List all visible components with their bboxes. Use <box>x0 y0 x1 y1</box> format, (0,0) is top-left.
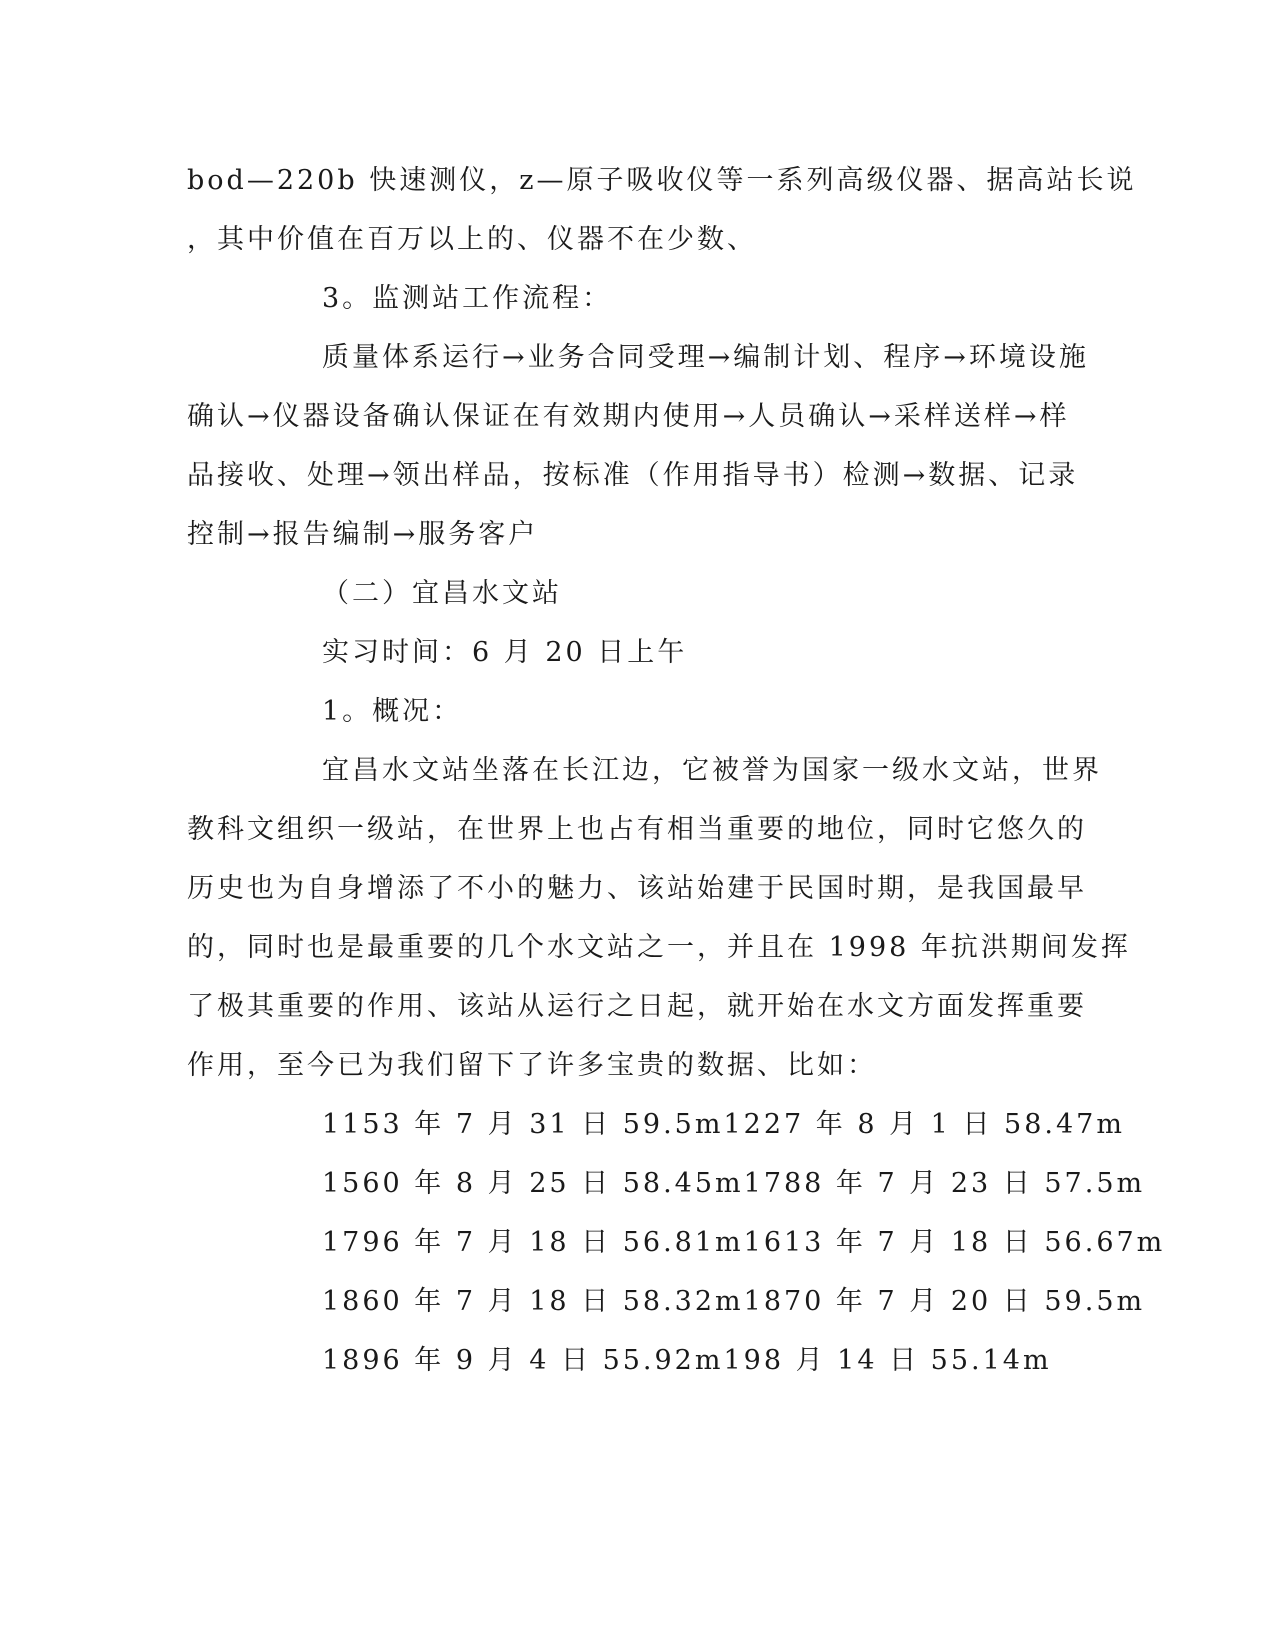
text-line: 了极其重要的作用、该站从运行之日起，就开始在水文方面发挥重要 <box>187 991 1087 1022</box>
text-line: bod—220b 快速测仪，z—原子吸收仪等一系列高级仪器、据高站长说 <box>187 165 1137 196</box>
text-line: 教科文组织一级站，在世界上也占有相当重要的地位，同时它悠久的 <box>187 814 1087 845</box>
text-line: 作用，至今已为我们留下了许多宝贵的数据、比如： <box>187 1050 877 1081</box>
data-record-line: 1860 年 7 月 18 日 58.32m1870 年 7 月 20 日 59.5m <box>322 1286 1146 1317</box>
text-line: 品接收、处理→领出样品，按标准（作用指导书）检测→数据、记录 <box>187 460 1079 491</box>
text-line: 实习时间：6 月 20 日上午 <box>322 637 688 668</box>
section-heading: 3。监测站工作流程： <box>322 283 613 314</box>
text-line: 控制→报告编制→服务客户 <box>187 519 539 550</box>
text-line: 宜昌水文站坐落在长江边，它被誉为国家一级水文站，世界 <box>322 755 1102 786</box>
text-line: 质量体系运行→业务合同受理→编制计划、程序→环境设施 <box>322 342 1089 373</box>
data-record-line: 1796 年 7 月 18 日 56.81m1613 年 7 月 18 日 56.67m <box>322 1227 1166 1258</box>
data-record-line: 1153 年 7 月 31 日 59.5m1227 年 8 月 1 日 58.47m <box>322 1109 1125 1140</box>
section-heading: （二）宜昌水文站 <box>322 578 562 609</box>
text-line: 的，同时也是最重要的几个水文站之一，并且在 1998 年抗洪期间发挥 <box>187 932 1131 963</box>
text-line: 历史也为自身增添了不小的魅力、该站始建于民国时期，是我国最早 <box>187 873 1087 904</box>
section-heading: 1。概况： <box>322 696 463 727</box>
data-record-line: 1896 年 9 月 4 日 55.92m198 月 14 日 55.14m <box>322 1345 1052 1376</box>
text-line: ，其中价值在百万以上的、仪器不在少数、 <box>187 224 757 255</box>
data-record-line: 1560 年 8 月 25 日 58.45m1788 年 7 月 23 日 57.5m <box>322 1168 1146 1199</box>
text-line: 确认→仪器设备确认保证在有效期内使用→人员确认→采样送样→样 <box>187 401 1070 432</box>
